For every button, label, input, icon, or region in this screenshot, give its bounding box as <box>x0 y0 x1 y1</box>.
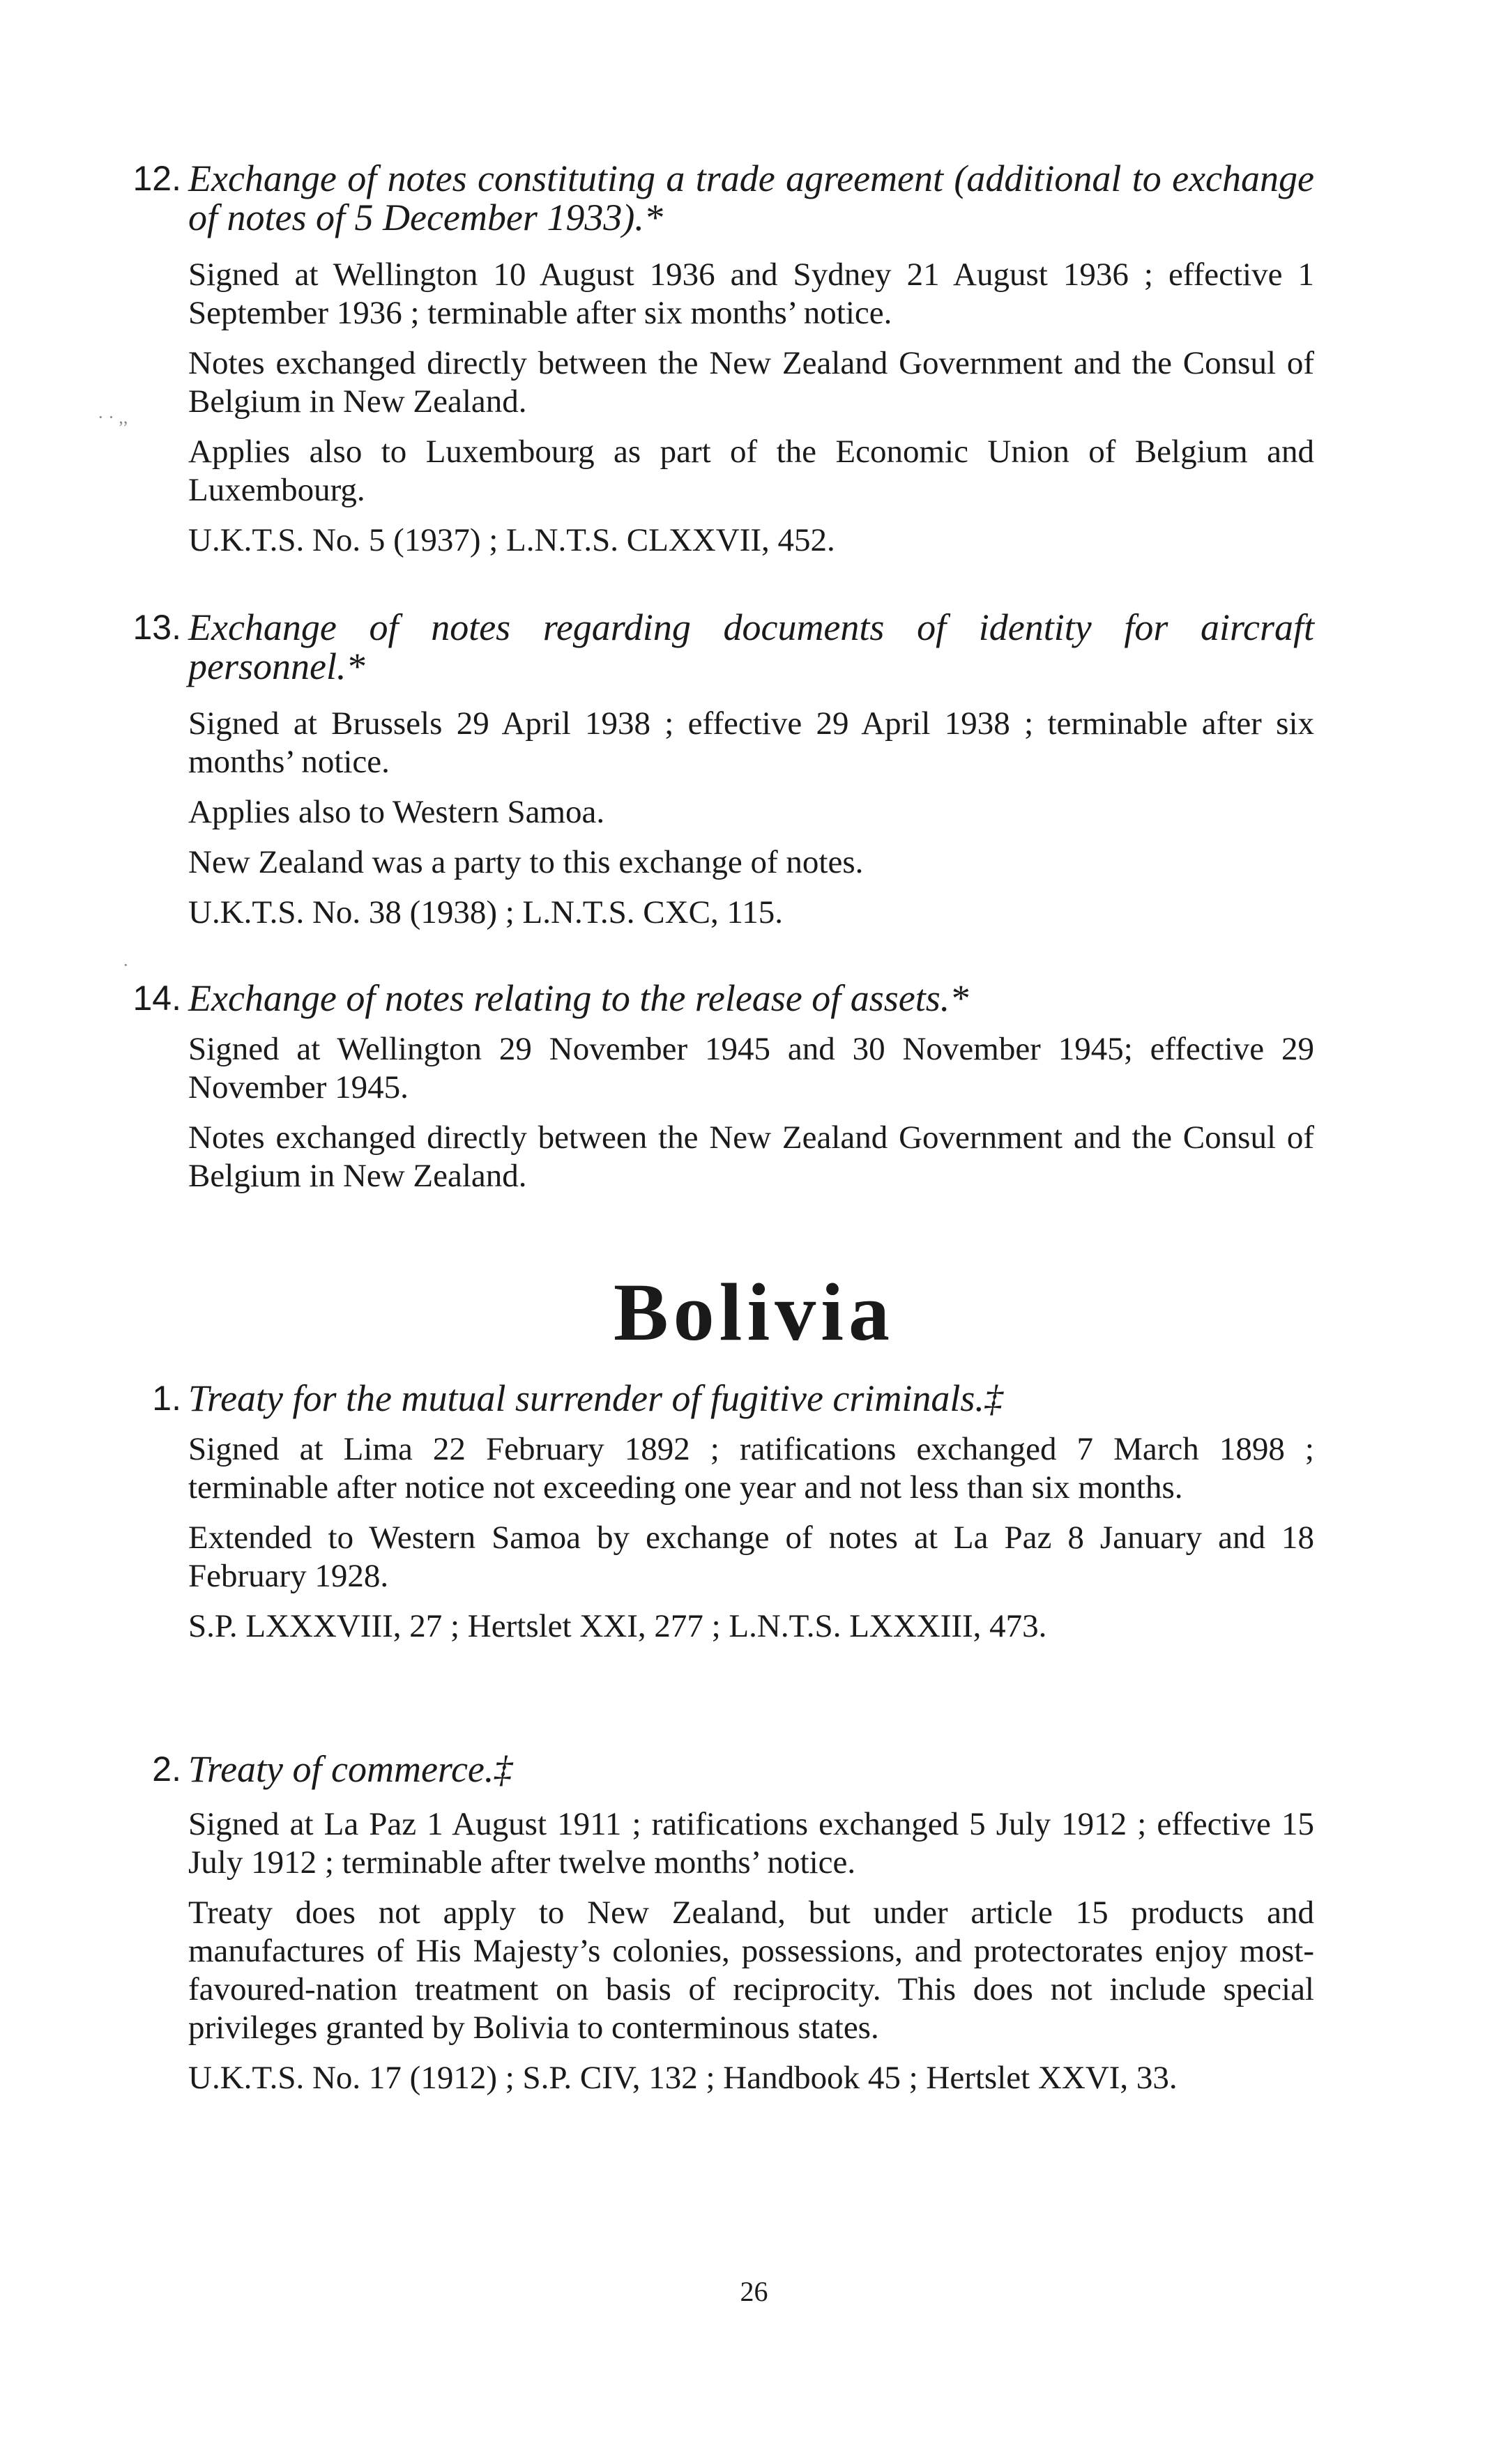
entry-number: 14. <box>132 979 181 1018</box>
entry-number: 13. <box>132 608 181 647</box>
entry-paragraph: Signed at Lima 22 February 1892 ; ratifications exchanged 7 March 1898 ; terminable after notice not exceeding one year and not less than six months. <box>188 1431 1314 1506</box>
entry-number: 2. <box>152 1750 181 1789</box>
treaty-entry <box>152 1748 1314 2097</box>
entry-paragraph: Signed at Brussels 29 April 1938 ; effective 29 April 1938 ; terminable after six months’ notice. <box>188 705 1314 780</box>
section-heading: Bolivia <box>613 1267 895 1358</box>
treaty-entry <box>132 158 1314 560</box>
entry-paragraph: U.K.T.S. No. 5 (1937) ; L.N.T.S. CLXXVII, 452. <box>188 522 835 558</box>
entry-title: Exchange of notes regarding documents of identity for aircraft personnel.* <box>188 606 1314 687</box>
entry-paragraph: Applies also to Luxembourg as part of the Economic Union of Belgium and Luxembourg. <box>188 434 1314 508</box>
page-number: 26 <box>740 2276 768 2307</box>
entry-paragraph: S.P. LXXXVIII, 27 ; Hertslet XXI, 277 ; L.N.T.S. LXXXIII, 473. <box>188 1608 1047 1644</box>
entry-paragraph: New Zealand was a party to this exchange of notes. <box>188 844 864 880</box>
entry-paragraph: Notes exchanged directly between the New Zealand Government and the Consul of Belgium in New Zealand. <box>188 1119 1314 1194</box>
treaty-entry <box>132 606 1314 932</box>
entry-number: 1. <box>152 1379 181 1418</box>
entry-paragraph: Extended to Western Samoa by exchange of notes at La Paz 8 January and 18 February 1928. <box>188 1520 1314 1594</box>
entry-number: 12. <box>132 159 181 198</box>
entry-title: Exchange of notes constituting a trade agreement (additional to exchange of notes of 5 December 1933).* <box>188 158 1314 238</box>
entry-paragraph: Treaty does not apply to New Zealand, but under article 15 products and manufactures of His Majesty’s colonies, possessions, and protectorates enjoy most-favoured-nation treatment on basis of reciprocity. This does not include special privileges granted by Bolivia to conterminous states. <box>188 1895 1314 2046</box>
entry-paragraph: U.K.T.S. No. 17 (1912) ; S.P. CIV, 132 ; Handbook 45 ; Hertslet XXVI, 33. <box>188 2060 1178 2096</box>
entry-paragraph: U.K.T.S. No. 38 (1938) ; L.N.T.S. CXC, 115. <box>188 894 783 931</box>
entry-paragraph: Signed at Wellington 10 August 1936 and Sydney 21 August 1936 ; effective 1 September 1936 ; terminable after six months’ notice. <box>188 257 1314 331</box>
entry-paragraph: Notes exchanged directly between the New Zealand Government and the Consul of Belgium in New Zealand. <box>188 345 1314 420</box>
scan-speck: · · ,, <box>98 407 128 427</box>
treaty-entry <box>132 977 1314 1195</box>
scan-speck: · <box>123 955 129 975</box>
entry-paragraph: Signed at La Paz 1 August 1911 ; ratifications exchanged 5 July 1912 ; effective 15 July 1912 ; terminable after twelve months’ notice. <box>188 1806 1314 1881</box>
treaty-entry <box>152 1377 1314 1646</box>
entry-title: Treaty for the mutual surrender of fugitive criminals.‡ <box>188 1377 1003 1419</box>
entry-title: Treaty of commerce.‡ <box>188 1748 513 1790</box>
entry-paragraph: Applies also to Western Samoa. <box>188 794 605 830</box>
entry-title: Exchange of notes relating to the release of assets.* <box>188 977 969 1019</box>
entry-paragraph: Signed at Wellington 29 November 1945 and 30 November 1945; effective 29 November 1945. <box>188 1031 1314 1105</box>
